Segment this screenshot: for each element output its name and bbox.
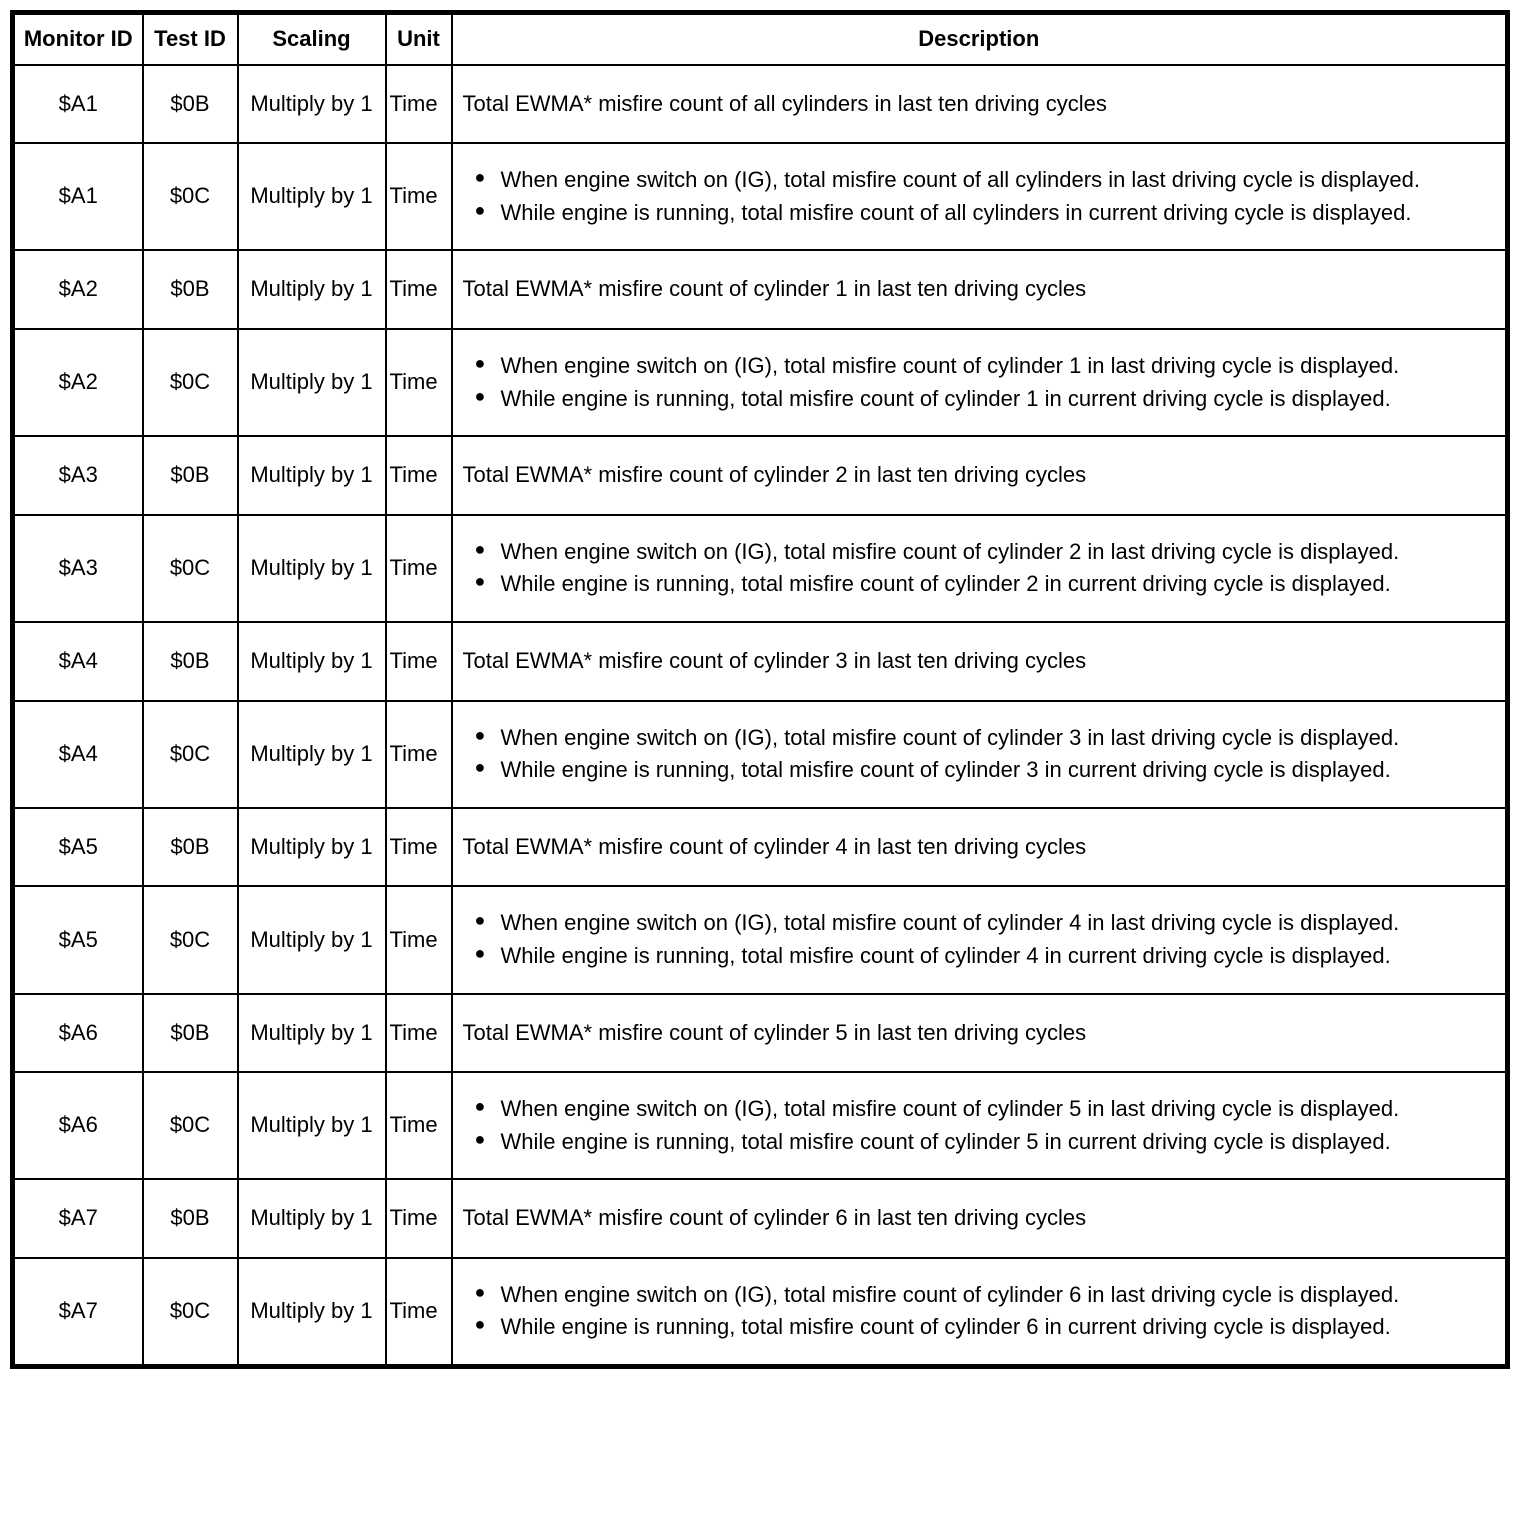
monitor-id-cell: $A3 <box>13 436 143 515</box>
scaling-cell: Multiply by 1 <box>238 65 386 144</box>
monitor-id-cell: $A6 <box>13 994 143 1073</box>
header-monitor-id: Monitor ID <box>13 13 143 65</box>
unit-cell: Time <box>386 329 452 436</box>
description-bullet: ● While engine is running, total misfire count of cylinder 5 in current driving cycle is displayed. <box>463 1128 1492 1157</box>
table-row <box>13 329 1508 436</box>
monitor-id-cell: $A7 <box>13 1179 143 1258</box>
scaling-cell: Multiply by 1 <box>238 1072 386 1179</box>
description-cell <box>452 515 1508 622</box>
description-bullet-list <box>463 724 1492 785</box>
test-id-cell: $0C <box>143 515 238 622</box>
header-description: Description <box>452 13 1508 65</box>
scaling-cell: Multiply by 1 <box>238 1179 386 1258</box>
description-cell: Total EWMA* misfire count of cylinder 4 in last ten driving cycles <box>452 808 1508 887</box>
scaling-cell: Multiply by 1 <box>238 808 386 887</box>
unit-cell: Time <box>386 994 452 1073</box>
monitor-id-cell: $A7 <box>13 1258 143 1367</box>
monitor-id-cell: $A2 <box>13 329 143 436</box>
monitor-id-cell: $A4 <box>13 701 143 808</box>
table-row <box>13 994 1508 1073</box>
unit-cell: Time <box>386 515 452 622</box>
description-bullet: ● When engine switch on (IG), total misfire count of cylinder 1 in last driving cycle is displayed. <box>463 352 1492 381</box>
table-row <box>13 1179 1508 1258</box>
table-row <box>13 622 1508 701</box>
description-bullet: ● When engine switch on (IG), total misfire count of cylinder 3 in last driving cycle is displayed. <box>463 724 1492 753</box>
table-row <box>13 808 1508 887</box>
scaling-cell: Multiply by 1 <box>238 250 386 329</box>
description-bullet-list <box>463 538 1492 599</box>
description-cell <box>452 1072 1508 1179</box>
header-test-id: Test ID <box>143 13 238 65</box>
description-bullet: ● When engine switch on (IG), total misfire count of all cylinders in last driving cycle is displayed. <box>463 166 1492 195</box>
unit-cell: Time <box>386 65 452 144</box>
table-row <box>13 65 1508 144</box>
monitor-id-cell: $A4 <box>13 622 143 701</box>
monitor-id-cell: $A5 <box>13 808 143 887</box>
description-cell: Total EWMA* misfire count of cylinder 2 in last ten driving cycles <box>452 436 1508 515</box>
monitor-id-cell: $A6 <box>13 1072 143 1179</box>
description-bullet: ● When engine switch on (IG), total misfire count of cylinder 4 in last driving cycle is displayed. <box>463 909 1492 938</box>
unit-cell: Time <box>386 886 452 993</box>
table-row <box>13 1072 1508 1179</box>
test-id-cell: $0C <box>143 701 238 808</box>
header-scaling: Scaling <box>238 13 386 65</box>
description-bullet-list <box>463 1281 1492 1342</box>
table-body <box>13 65 1508 1367</box>
test-id-cell: $0B <box>143 994 238 1073</box>
description-bullet: ● While engine is running, total misfire count of cylinder 2 in current driving cycle is displayed. <box>463 570 1492 599</box>
scaling-cell: Multiply by 1 <box>238 436 386 515</box>
monitor-id-cell: $A3 <box>13 515 143 622</box>
scaling-cell: Multiply by 1 <box>238 994 386 1073</box>
description-cell <box>452 143 1508 250</box>
description-cell <box>452 886 1508 993</box>
unit-cell: Time <box>386 1072 452 1179</box>
scaling-cell: Multiply by 1 <box>238 886 386 993</box>
test-id-cell: $0C <box>143 329 238 436</box>
scaling-cell: Multiply by 1 <box>238 622 386 701</box>
description-cell <box>452 1258 1508 1367</box>
scaling-cell: Multiply by 1 <box>238 1258 386 1367</box>
description-cell: Total EWMA* misfire count of cylinder 3 in last ten driving cycles <box>452 622 1508 701</box>
monitor-id-cell: $A1 <box>13 143 143 250</box>
description-bullet-list <box>463 1095 1492 1156</box>
monitor-id-cell: $A1 <box>13 65 143 144</box>
table-row <box>13 1258 1508 1367</box>
table-row <box>13 886 1508 993</box>
description-bullet: ● When engine switch on (IG), total misfire count of cylinder 6 in last driving cycle is displayed. <box>463 1281 1492 1310</box>
unit-cell: Time <box>386 250 452 329</box>
description-cell: Total EWMA* misfire count of cylinder 6 in last ten driving cycles <box>452 1179 1508 1258</box>
description-bullet: ● While engine is running, total misfire count of cylinder 3 in current driving cycle is displayed. <box>463 756 1492 785</box>
monitor-id-cell: $A5 <box>13 886 143 993</box>
description-bullet-list <box>463 166 1492 227</box>
test-id-cell: $0B <box>143 436 238 515</box>
description-cell: Total EWMA* misfire count of cylinder 1 in last ten driving cycles <box>452 250 1508 329</box>
monitor-id-cell: $A2 <box>13 250 143 329</box>
test-id-cell: $0C <box>143 886 238 993</box>
unit-cell: Time <box>386 622 452 701</box>
unit-cell: Time <box>386 1179 452 1258</box>
test-id-cell: $0B <box>143 622 238 701</box>
scaling-cell: Multiply by 1 <box>238 329 386 436</box>
unit-cell: Time <box>386 808 452 887</box>
test-id-cell: $0B <box>143 1179 238 1258</box>
table-row <box>13 143 1508 250</box>
description-bullet: ● While engine is running, total misfire count of cylinder 4 in current driving cycle is displayed. <box>463 942 1492 971</box>
unit-cell: Time <box>386 1258 452 1367</box>
misfire-monitor-table <box>10 10 1510 1369</box>
description-cell: Total EWMA* misfire count of all cylinders in last ten driving cycles <box>452 65 1508 144</box>
scaling-cell: Multiply by 1 <box>238 701 386 808</box>
unit-cell: Time <box>386 701 452 808</box>
table-row <box>13 515 1508 622</box>
test-id-cell: $0C <box>143 1258 238 1367</box>
test-id-cell: $0C <box>143 143 238 250</box>
description-cell: Total EWMA* misfire count of cylinder 5 in last ten driving cycles <box>452 994 1508 1073</box>
test-id-cell: $0B <box>143 808 238 887</box>
description-bullet-list <box>463 909 1492 970</box>
test-id-cell: $0C <box>143 1072 238 1179</box>
description-bullet: ● While engine is running, total misfire count of cylinder 1 in current driving cycle is displayed. <box>463 385 1492 414</box>
header-unit: Unit <box>386 13 452 65</box>
table-row <box>13 250 1508 329</box>
description-cell <box>452 329 1508 436</box>
unit-cell: Time <box>386 436 452 515</box>
unit-cell: Time <box>386 143 452 250</box>
scaling-cell: Multiply by 1 <box>238 515 386 622</box>
description-bullet: ● When engine switch on (IG), total misfire count of cylinder 2 in last driving cycle is displayed. <box>463 538 1492 567</box>
description-bullet-list <box>463 352 1492 413</box>
scaling-cell: Multiply by 1 <box>238 143 386 250</box>
description-bullet: ● When engine switch on (IG), total misfire count of cylinder 5 in last driving cycle is displayed. <box>463 1095 1492 1124</box>
description-cell <box>452 701 1508 808</box>
test-id-cell: $0B <box>143 65 238 144</box>
table-row <box>13 436 1508 515</box>
table-header-row <box>13 13 1508 65</box>
test-id-cell: $0B <box>143 250 238 329</box>
table-row <box>13 701 1508 808</box>
description-bullet: ● While engine is running, total misfire count of cylinder 6 in current driving cycle is displayed. <box>463 1313 1492 1342</box>
description-bullet: ● While engine is running, total misfire count of all cylinders in current driving cycle is displayed. <box>463 199 1492 228</box>
